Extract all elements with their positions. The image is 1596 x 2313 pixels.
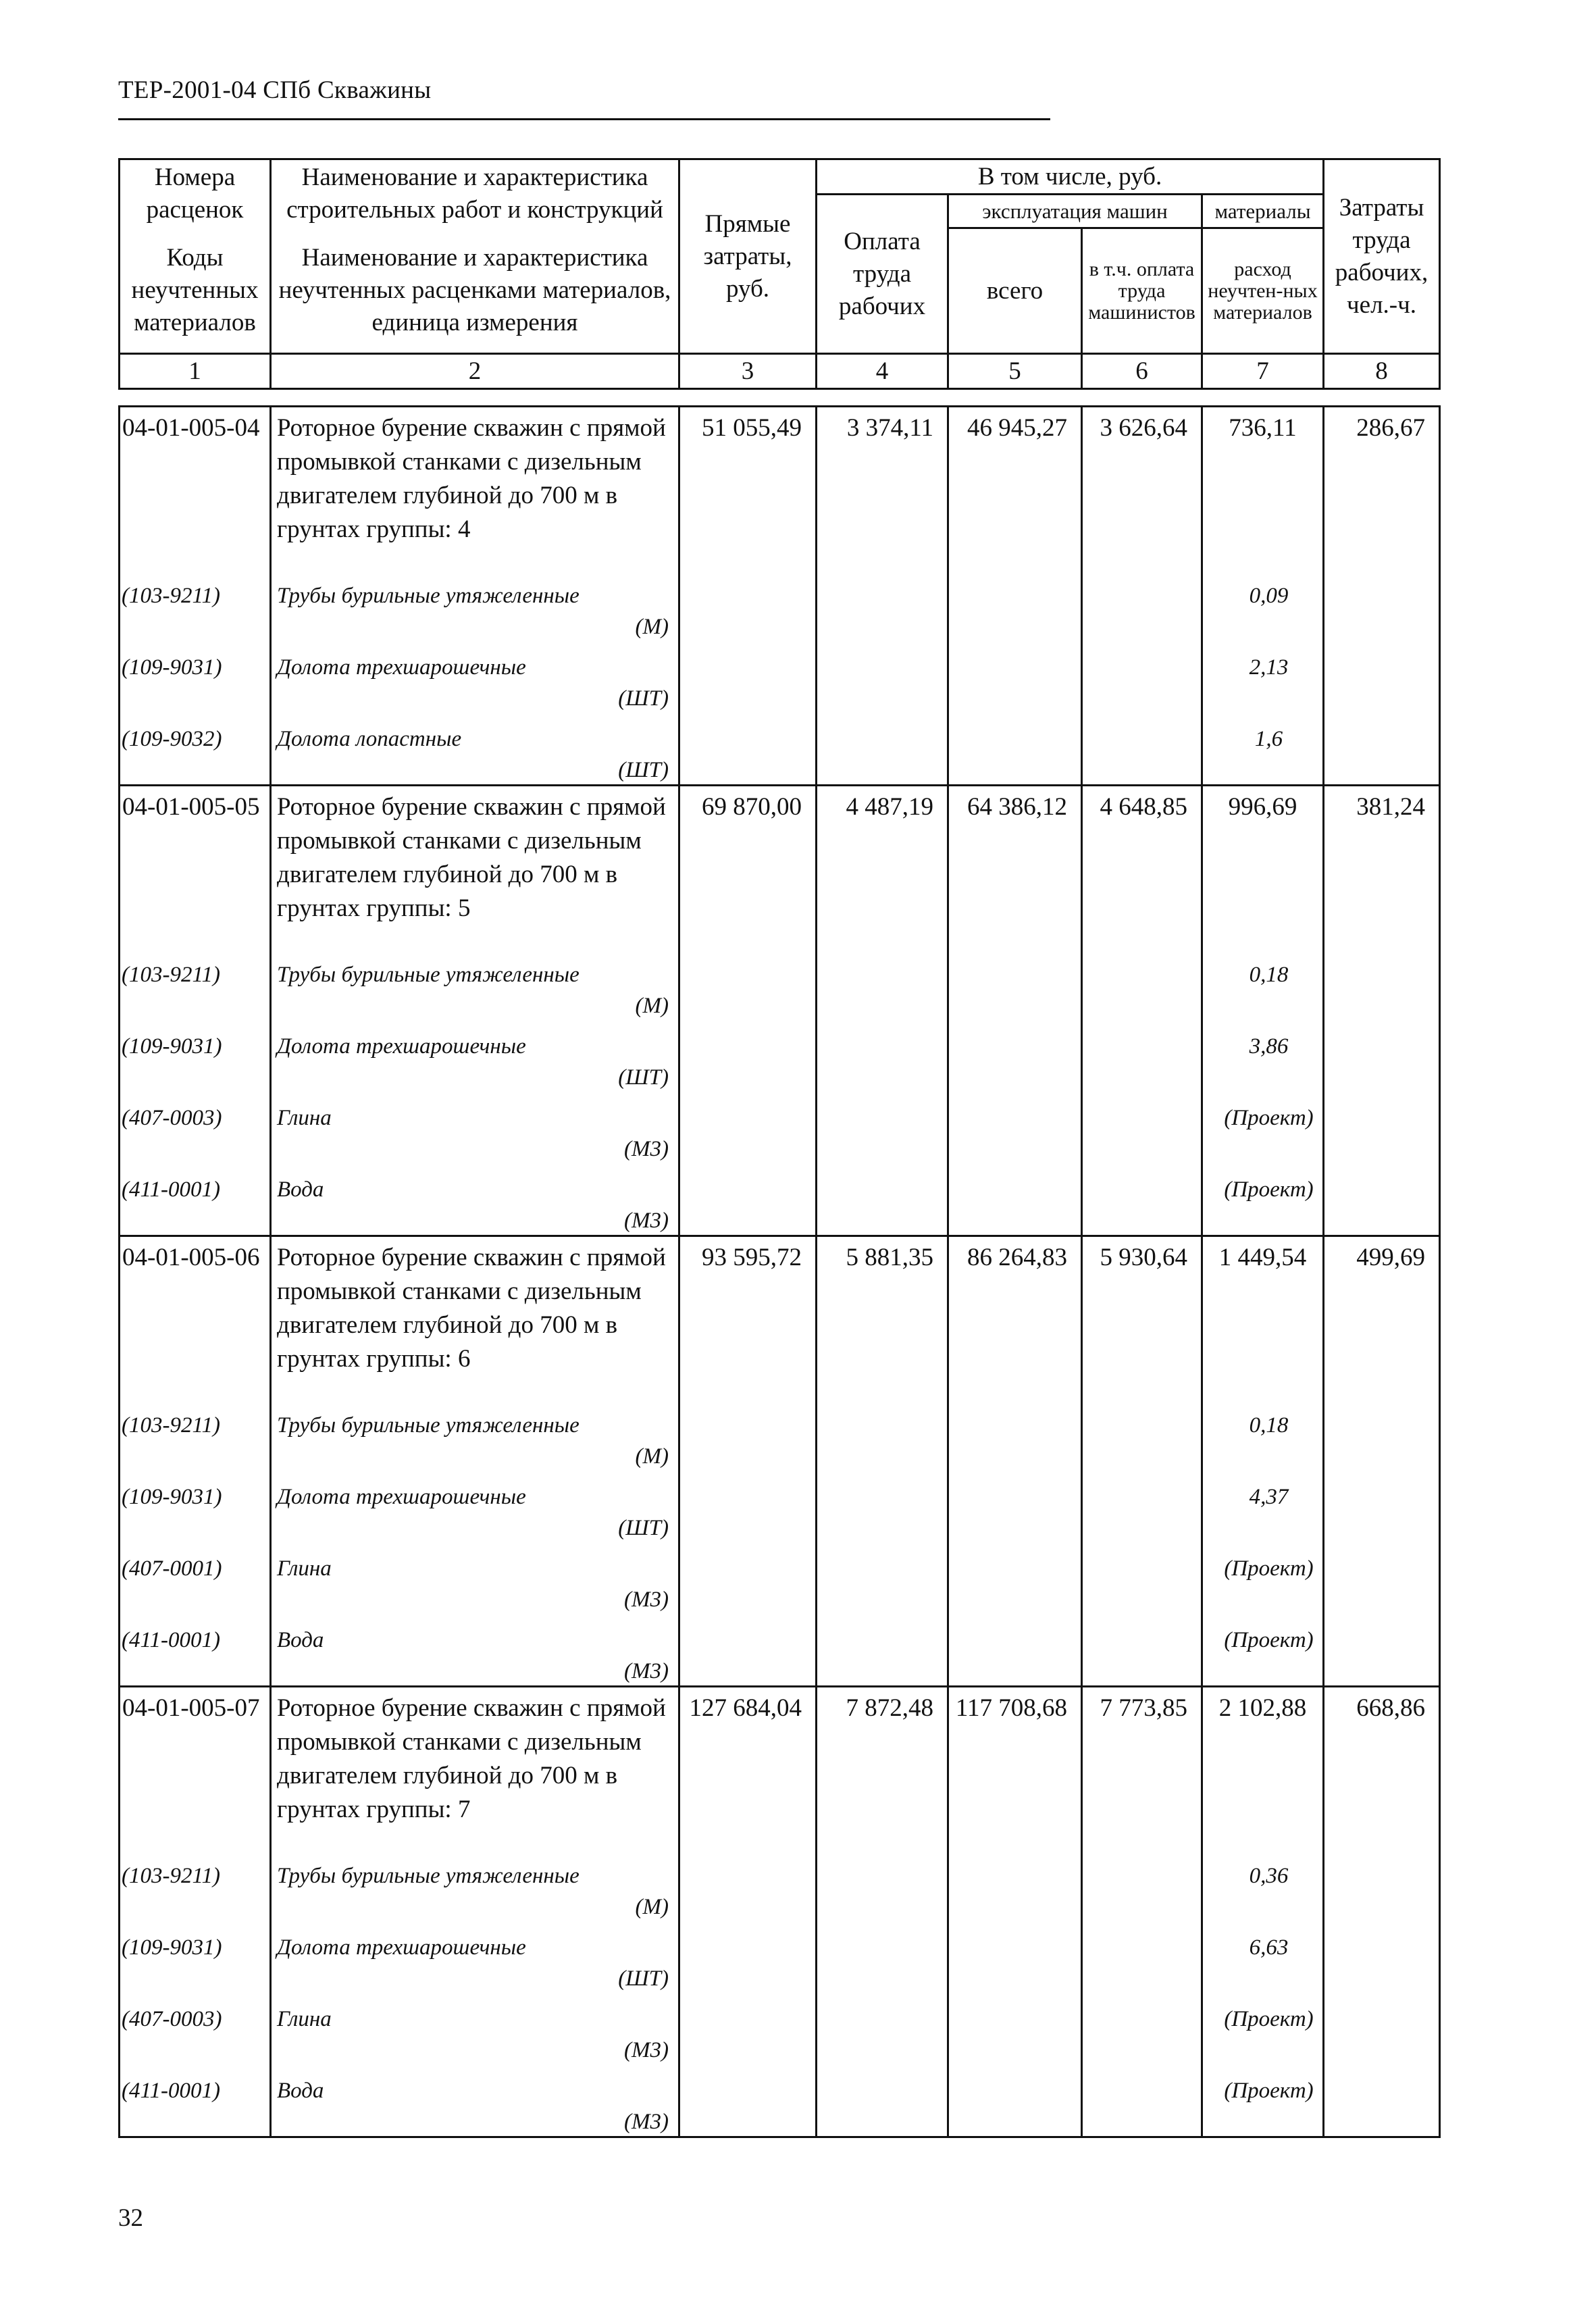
material-name-cell: [271, 1921, 679, 1993]
table-row: [120, 1236, 1440, 1377]
material-qty: 3,86: [1202, 1020, 1324, 1092]
material-name-cell: [271, 713, 679, 786]
empty-cell: [1324, 2064, 1440, 2137]
rate-code: 04-01-005-05: [120, 786, 271, 926]
material-row: [120, 1471, 1440, 1542]
empty-cell: [948, 2064, 1082, 2137]
empty-cell: [817, 569, 948, 641]
empty-cell: [1082, 1614, 1202, 1687]
empty-cell: [817, 1827, 948, 1850]
material-name-cell: [271, 1163, 679, 1236]
empty-cell: [1082, 641, 1202, 713]
material-row: [120, 1092, 1440, 1163]
materials-cost: 736,11: [1202, 407, 1324, 547]
empty-cell: [679, 569, 817, 641]
material-code: (109-9031): [120, 1020, 271, 1092]
material-unit: (М3): [624, 1659, 669, 1683]
empty-cell: [679, 1163, 817, 1236]
labor-pay: 4 487,19: [817, 786, 948, 926]
empty-cell: [1082, 925, 1202, 948]
material-qty: (Проект): [1202, 1542, 1324, 1614]
empty-cell: [1082, 1376, 1202, 1399]
empty-cell: [948, 1542, 1082, 1614]
material-qty: 0,36: [1202, 1850, 1324, 1921]
material-row: [120, 1850, 1440, 1921]
empty-cell: [817, 1092, 948, 1163]
empty-cell: [1082, 713, 1202, 786]
header-num-1: 1: [120, 354, 271, 389]
material-name-cell: [271, 1399, 679, 1471]
material-row: [120, 569, 1440, 641]
direct-costs: 127 684,04: [679, 1687, 817, 1827]
empty-cell: [948, 1471, 1082, 1542]
machinists-pay: 4 648,85: [1082, 786, 1202, 926]
document-title: ТЕР-2001-04 СПб Скважины: [118, 76, 432, 104]
material-name-cell: [271, 1993, 679, 2064]
material-unit: (М3): [624, 2038, 669, 2062]
empty-cell: [948, 569, 1082, 641]
empty-cell: [679, 547, 817, 569]
empty-cell: [817, 2064, 948, 2137]
empty-cell: [948, 547, 1082, 569]
machinists-pay: 3 626,64: [1082, 407, 1202, 547]
header-col2-bottom: Наименование и характеристика неучтенных расценками материалов, единица измерения: [271, 228, 679, 354]
material-unit: (ШТ): [618, 1966, 669, 1991]
material-name-cell: [271, 1850, 679, 1921]
labor-hours: 499,69: [1324, 1236, 1440, 1377]
empty-cell: [948, 1850, 1082, 1921]
header-num-3: 3: [679, 354, 817, 389]
table-header: [118, 158, 1441, 390]
material-unit: (ШТ): [618, 1516, 669, 1540]
material-code: (411-0001): [120, 2064, 271, 2137]
row-spacer: [120, 925, 1440, 948]
material-qty: 4,37: [1202, 1471, 1324, 1542]
material-name-cell: [271, 2064, 679, 2137]
empty-cell: [120, 1827, 271, 1850]
material-qty: 6,63: [1202, 1921, 1324, 1993]
empty-cell: [679, 925, 817, 948]
empty-cell: [948, 1020, 1082, 1092]
empty-cell: [1082, 2064, 1202, 2137]
material-qty: 0,09: [1202, 569, 1324, 641]
material-qty: 1,6: [1202, 713, 1324, 786]
material-qty: (Проект): [1202, 2064, 1324, 2137]
empty-cell: [948, 1614, 1082, 1687]
header-num-6: 6: [1082, 354, 1202, 389]
material-qty: (Проект): [1202, 1993, 1324, 2064]
header-num-2: 2: [271, 354, 679, 389]
machines-total: 64 386,12: [948, 786, 1082, 926]
material-row: [120, 1993, 1440, 2064]
work-description: Роторное бурение скважин с прямой промывкой станками с дизельным двигателем глубиной до 700 м в грунтах группы: 6: [271, 1236, 679, 1377]
empty-cell: [948, 1993, 1082, 2064]
header-col1-bottom: Коды неучтенных материалов: [120, 228, 271, 354]
header-col1-top: Номера расценок: [120, 159, 271, 228]
empty-cell: [1324, 1163, 1440, 1236]
material-name: Трубы бурильные утяжеленные: [277, 963, 580, 987]
material-row: [120, 1921, 1440, 1993]
material-name: Долота трехшарошечные: [277, 1485, 526, 1509]
direct-costs: 69 870,00: [679, 786, 817, 926]
header-col5: всего: [948, 228, 1082, 354]
material-row: [120, 948, 1440, 1020]
empty-cell: [1324, 948, 1440, 1020]
empty-cell: [679, 2064, 817, 2137]
empty-cell: [1324, 925, 1440, 948]
empty-cell: [679, 713, 817, 786]
material-code: (411-0001): [120, 1614, 271, 1687]
rate-code: 04-01-005-04: [120, 407, 271, 547]
material-code: (407-0001): [120, 1542, 271, 1614]
material-row: [120, 1614, 1440, 1687]
empty-cell: [948, 1092, 1082, 1163]
empty-cell: [679, 1542, 817, 1614]
material-name: Глина: [277, 2007, 332, 2031]
empty-cell: [948, 1163, 1082, 1236]
header-materials: материалы: [1202, 195, 1324, 228]
labor-pay: 7 872,48: [817, 1687, 948, 1827]
material-row: [120, 1399, 1440, 1471]
material-name: Вода: [277, 2079, 324, 2103]
material-code: (407-0003): [120, 1993, 271, 2064]
header-num-4: 4: [817, 354, 948, 389]
empty-cell: [1082, 1020, 1202, 1092]
empty-cell: [679, 1376, 817, 1399]
empty-cell: [1082, 547, 1202, 569]
material-name: Долота трехшарошечные: [277, 1034, 526, 1059]
empty-cell: [817, 1020, 948, 1092]
empty-cell: [679, 1827, 817, 1850]
empty-cell: [1202, 547, 1324, 569]
machines-total: 86 264,83: [948, 1236, 1082, 1377]
labor-hours: 668,86: [1324, 1687, 1440, 1827]
empty-cell: [817, 1376, 948, 1399]
empty-cell: [1324, 1020, 1440, 1092]
empty-cell: [948, 713, 1082, 786]
material-code: (407-0003): [120, 1092, 271, 1163]
empty-cell: [679, 1020, 817, 1092]
row-spacer: [120, 547, 1440, 569]
material-unit: (М3): [624, 2110, 669, 2134]
header-machines: эксплуатация машин: [948, 195, 1202, 228]
material-qty: 2,13: [1202, 641, 1324, 713]
material-name: Трубы бурильные утяжеленные: [277, 584, 580, 608]
material-name: Долота трехшарошечные: [277, 655, 526, 680]
work-description: Роторное бурение скважин с прямой промывкой станками с дизельным двигателем глубиной до 700 м в грунтах группы: 5: [271, 786, 679, 926]
machines-total: 46 945,27: [948, 407, 1082, 547]
labor-hours: 286,67: [1324, 407, 1440, 547]
material-row: [120, 2064, 1440, 2137]
empty-cell: [1324, 713, 1440, 786]
empty-cell: [1082, 569, 1202, 641]
empty-cell: [1324, 1092, 1440, 1163]
empty-cell: [1324, 1376, 1440, 1399]
material-name: Трубы бурильные утяжеленные: [277, 1864, 580, 1888]
material-qty: 0,18: [1202, 1399, 1324, 1471]
material-code: (109-9031): [120, 1471, 271, 1542]
empty-cell: [1324, 1471, 1440, 1542]
machines-total: 117 708,68: [948, 1687, 1082, 1827]
empty-cell: [679, 1092, 817, 1163]
materials-cost: 2 102,88: [1202, 1687, 1324, 1827]
empty-cell: [1324, 1993, 1440, 2064]
material-row: [120, 641, 1440, 713]
empty-cell: [817, 1614, 948, 1687]
empty-cell: [1082, 1850, 1202, 1921]
empty-cell: [1082, 1921, 1202, 1993]
empty-cell: [271, 925, 679, 948]
material-code: (103-9211): [120, 1850, 271, 1921]
material-unit: (ШТ): [618, 1065, 669, 1090]
material-code: (109-9031): [120, 1921, 271, 1993]
material-unit: (М): [635, 1895, 669, 1919]
material-code: (103-9211): [120, 569, 271, 641]
empty-cell: [1082, 1163, 1202, 1236]
material-name: Долота лопастные: [277, 727, 462, 751]
work-description: Роторное бурение скважин с прямой промывкой станками с дизельным двигателем глубиной до 700 м в грунтах группы: 7: [271, 1687, 679, 1827]
table-row: [120, 407, 1440, 547]
material-unit: (М3): [624, 1209, 669, 1233]
rate-code: 04-01-005-07: [120, 1687, 271, 1827]
material-name: Глина: [277, 1106, 332, 1130]
header-num-7: 7: [1202, 354, 1324, 389]
materials-cost: 1 449,54: [1202, 1236, 1324, 1377]
empty-cell: [817, 641, 948, 713]
material-unit: (М): [635, 1444, 669, 1469]
title-rule: [118, 118, 1050, 120]
header-col8: Затраты труда рабочих, чел.-ч.: [1324, 159, 1440, 354]
material-name-cell: [271, 1471, 679, 1542]
header-col2-top: Наименование и характеристика строительных работ и конструкций: [271, 159, 679, 228]
empty-cell: [948, 925, 1082, 948]
empty-cell: [1324, 1399, 1440, 1471]
material-name-cell: [271, 1092, 679, 1163]
material-row: [120, 713, 1440, 786]
labor-pay: 5 881,35: [817, 1236, 948, 1377]
empty-cell: [817, 1993, 948, 2064]
empty-cell: [679, 641, 817, 713]
material-row: [120, 1542, 1440, 1614]
empty-cell: [948, 1827, 1082, 1850]
material-unit: (М): [635, 994, 669, 1018]
empty-cell: [948, 1376, 1082, 1399]
material-name-cell: [271, 1542, 679, 1614]
material-name: Вода: [277, 1628, 324, 1652]
empty-cell: [679, 1993, 817, 2064]
material-name-cell: [271, 1614, 679, 1687]
empty-cell: [1082, 1471, 1202, 1542]
material-unit: (ШТ): [618, 758, 669, 782]
empty-cell: [817, 1163, 948, 1236]
material-unit: (М): [635, 615, 669, 639]
empty-cell: [817, 1850, 948, 1921]
empty-cell: [817, 1399, 948, 1471]
empty-cell: [817, 547, 948, 569]
empty-cell: [1324, 1827, 1440, 1850]
row-spacer: [120, 1376, 1440, 1399]
empty-cell: [1202, 1376, 1324, 1399]
machinists-pay: 7 773,85: [1082, 1687, 1202, 1827]
header-col4: Оплата труда рабочих: [817, 195, 948, 354]
empty-cell: [1202, 925, 1324, 948]
material-name-cell: [271, 948, 679, 1020]
empty-cell: [948, 1921, 1082, 1993]
empty-cell: [1082, 1993, 1202, 2064]
empty-cell: [1082, 1399, 1202, 1471]
empty-cell: [1324, 1542, 1440, 1614]
empty-cell: [817, 1471, 948, 1542]
page-number: 32: [118, 2204, 143, 2232]
material-row: [120, 1020, 1440, 1092]
empty-cell: [817, 713, 948, 786]
materials-cost: 996,69: [1202, 786, 1324, 926]
header-col6: в т.ч. оплата труда машинистов: [1082, 228, 1202, 354]
empty-cell: [679, 1850, 817, 1921]
empty-cell: [679, 1399, 817, 1471]
material-code: (109-9032): [120, 713, 271, 786]
empty-cell: [1082, 1827, 1202, 1850]
material-code: (109-9031): [120, 641, 271, 713]
material-unit: (М3): [624, 1137, 669, 1161]
material-code: (411-0001): [120, 1163, 271, 1236]
material-qty: (Проект): [1202, 1614, 1324, 1687]
empty-cell: [948, 948, 1082, 1020]
empty-cell: [1202, 1827, 1324, 1850]
work-description: Роторное бурение скважин с прямой промывкой станками с дизельным двигателем глубиной до 700 м в грунтах группы: 4: [271, 407, 679, 547]
empty-cell: [1324, 1614, 1440, 1687]
material-name: Глина: [277, 1556, 332, 1581]
material-qty: (Проект): [1202, 1163, 1324, 1236]
empty-cell: [817, 1921, 948, 1993]
empty-cell: [817, 925, 948, 948]
empty-cell: [679, 1921, 817, 1993]
labor-pay: 3 374,11: [817, 407, 948, 547]
header-col7: расход неучтен-ных материалов: [1202, 228, 1324, 354]
material-name-cell: [271, 569, 679, 641]
material-qty: (Проект): [1202, 1092, 1324, 1163]
material-code: (103-9211): [120, 1399, 271, 1471]
material-name: Вода: [277, 1177, 324, 1202]
machinists-pay: 5 930,64: [1082, 1236, 1202, 1377]
table-body: [118, 405, 1441, 2138]
material-name-cell: [271, 641, 679, 713]
empty-cell: [271, 1827, 679, 1850]
empty-cell: [1324, 1850, 1440, 1921]
empty-cell: [817, 1542, 948, 1614]
empty-cell: [120, 1376, 271, 1399]
material-qty: 0,18: [1202, 948, 1324, 1020]
header-group: В том числе, руб.: [817, 159, 1324, 195]
empty-cell: [817, 948, 948, 1020]
material-name: Долота трехшарошечные: [277, 1935, 526, 1960]
empty-cell: [1082, 948, 1202, 1020]
material-name-cell: [271, 1020, 679, 1092]
table-row: [120, 786, 1440, 926]
header-num-8: 8: [1324, 354, 1440, 389]
table-row: [120, 1687, 1440, 1827]
material-row: [120, 1163, 1440, 1236]
empty-cell: [679, 948, 817, 1020]
direct-costs: 51 055,49: [679, 407, 817, 547]
header-col3: Прямые затраты, руб.: [679, 159, 817, 354]
material-name: Трубы бурильные утяжеленные: [277, 1413, 580, 1438]
empty-cell: [1324, 1921, 1440, 1993]
empty-cell: [1324, 547, 1440, 569]
empty-cell: [1082, 1542, 1202, 1614]
header-num-5: 5: [948, 354, 1082, 389]
material-code: (103-9211): [120, 948, 271, 1020]
empty-cell: [271, 547, 679, 569]
row-spacer: [120, 1827, 1440, 1850]
empty-cell: [120, 547, 271, 569]
direct-costs: 93 595,72: [679, 1236, 817, 1377]
empty-cell: [679, 1471, 817, 1542]
empty-cell: [1082, 1092, 1202, 1163]
labor-hours: 381,24: [1324, 786, 1440, 926]
material-unit: (М3): [624, 1587, 669, 1612]
empty-cell: [679, 1614, 817, 1687]
empty-cell: [948, 1399, 1082, 1471]
rate-code: 04-01-005-06: [120, 1236, 271, 1377]
empty-cell: [1324, 569, 1440, 641]
material-unit: (ШТ): [618, 686, 669, 711]
empty-cell: [271, 1376, 679, 1399]
empty-cell: [120, 925, 271, 948]
empty-cell: [1324, 641, 1440, 713]
empty-cell: [948, 641, 1082, 713]
